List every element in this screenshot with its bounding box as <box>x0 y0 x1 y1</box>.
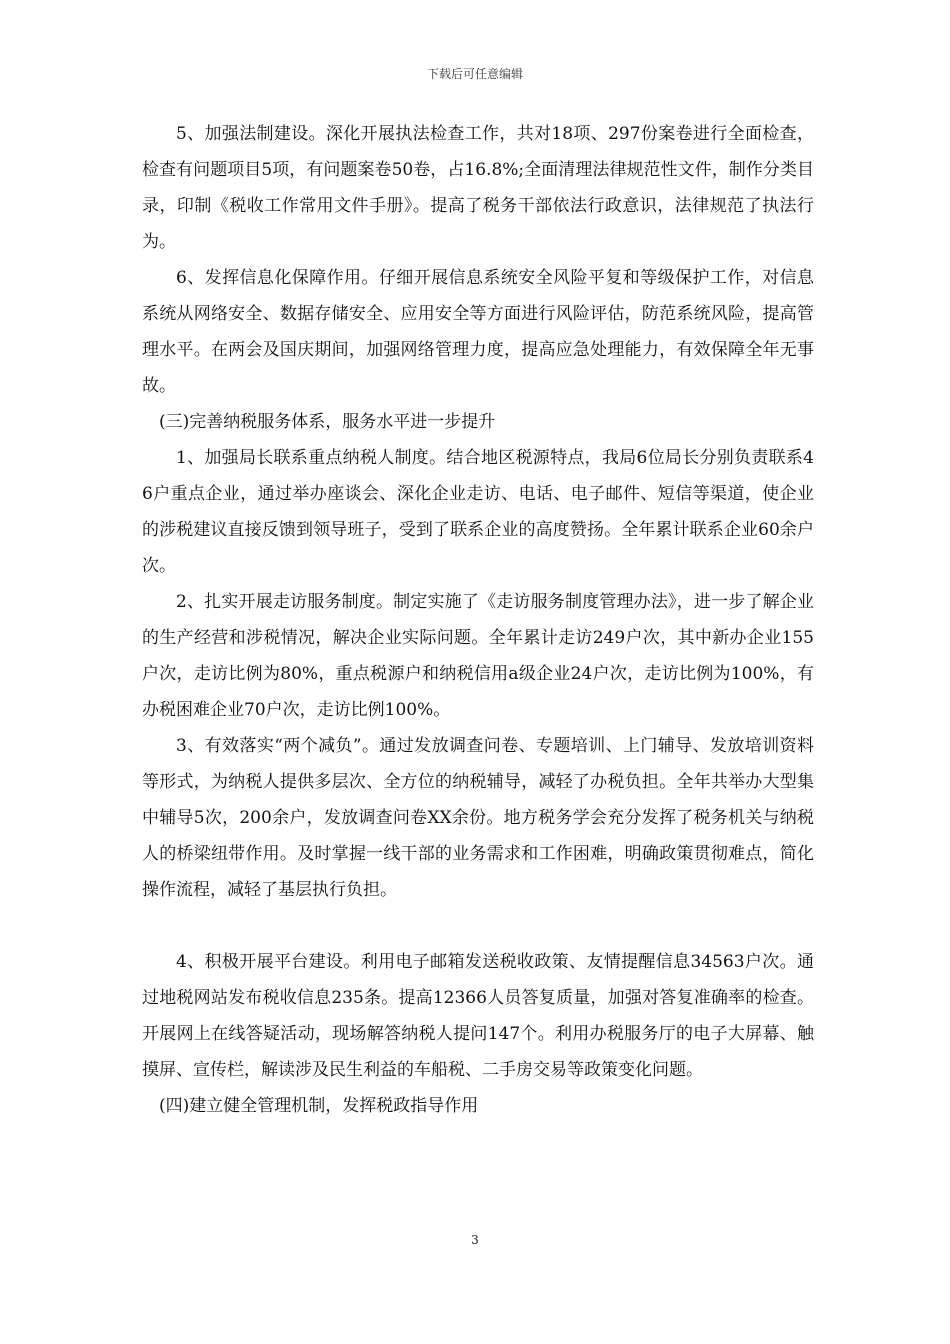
paragraph-burden-reduction: 3、有效落实“两个减负”。通过发放调查问卷、专题培训、上门辅导、发放培训资料等形式，为纳税人提供多层次、全方位的纳税辅导，减轻了办税负担。全年共举办大型集中辅导5次，200余户，发放调查问卷XX余份。地方税务学会充分发挥了税务机关与纳税人的桥梁纽带作用。及时掌握一线干部的业务需求和工作困难，明确政策贯彻难点，简化操作流程，减轻了基层执行负担。 <box>142 736 814 900</box>
paragraph-visit-service: 2、扎实开展走访服务制度。制定实施了《走访服务制度管理办法》，进一步了解企业的生产经营和涉税情况，解决企业实际问题。全年累计走访249户次，其中新办企业155户次，走访比例为80%，重点税源户和纳税信用a级企业24户次，走访比例为100%，有办税困难企业70户次，走访比例100%。 <box>142 592 814 720</box>
blank-line <box>142 908 814 944</box>
document-body <box>142 116 814 1124</box>
paragraph-legal-construction: 5、加强法制建设。深化开展执法检查工作，共对18项、297份案卷进行全面检查，检查有问题项目5项，有问题案卷50卷，占16.8%;全面清理法律规范性文件，制作分类目录，印制《税收工作常用文件手册》。提高了税务干部依法行政意识，法律规范了执法行为。 <box>142 124 814 252</box>
section-heading-management: (四)建立健全管理机制，发挥税政指导作用 <box>159 1096 479 1116</box>
paragraph-director-contact: 1、加强局长联系重点纳税人制度。结合地区税源特点，我局6位局长分别负责联系46户重点企业，通过举办座谈会、深化企业走访、电话、电子邮件、短信等渠道，使企业的涉税建议直接反馈到领导班子，受到了联系企业的高度赞扬。全年累计联系企业60余户次。 <box>142 448 814 576</box>
page-header: 下载后可任意编辑 <box>426 67 523 81</box>
paragraph-platform-construction: 4、积极开展平台建设。利用电子邮箱发送税收政策、友情提醒信息34563户次。通过地税网站发布税收信息235条。提高12366人员答复质量，加强对答复准确率的检查。开展网上在线答疑活动，现场解答纳税人提问147个。利用办税服务厅的电子大屏幕、触摸屏、宣传栏，解读涉及民生利益的车船税、二手房交易等政策变化问题。 <box>142 952 814 1080</box>
paragraph-informatization: 6、发挥信息化保障作用。仔细开展信息系统安全风险平复和等级保护工作，对信息系统从网络安全、数据存储安全、应用安全等方面进行风险评估，防范系统风险，提高管理水平。在两会及国庆期间，加强网络管理力度，提高应急处理能力，有效保障全年无事故。 <box>142 268 814 396</box>
section-heading-tax-service: (三)完善纳税服务体系，服务水平进一步提升 <box>159 412 496 432</box>
page-number: 3 <box>471 1233 479 1247</box>
